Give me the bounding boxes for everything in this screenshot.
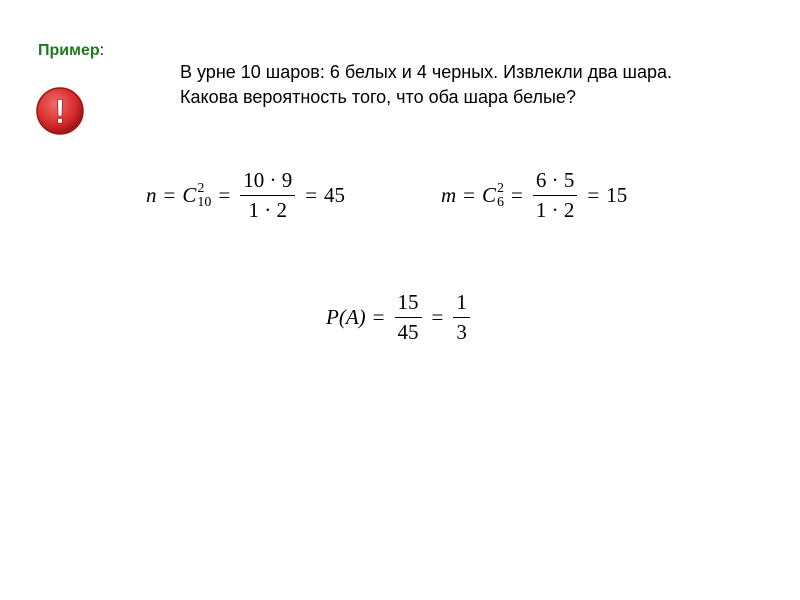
- formula-m-comb-base: C: [482, 183, 497, 207]
- formula-p-fraction-2: [453, 290, 470, 345]
- problem-line-1: В урне 10 шаров: 6 белых и 4 черных. Извлекли два шара.: [180, 62, 672, 82]
- formula-p-eq2: =: [431, 305, 444, 329]
- formula-m-comb-sub: 6: [497, 194, 505, 210]
- exclamation-icon: [35, 86, 85, 136]
- formula-n-fraction: [240, 168, 295, 223]
- formula-p-fraction-1: [395, 290, 422, 345]
- formula-n-var: n: [146, 183, 157, 207]
- formula-m-eq3: =: [587, 183, 600, 207]
- problem-statement: [180, 60, 672, 110]
- formula-m-comb-sup: 2: [497, 180, 505, 196]
- formula-n-result: 45: [324, 183, 346, 207]
- formula-m-result: 15: [606, 183, 628, 207]
- formula-n-eq3: =: [305, 183, 318, 207]
- formula-n-eq2: =: [218, 183, 231, 207]
- formula-n-combination: [182, 182, 211, 210]
- example-label: Пример: [38, 42, 100, 59]
- formula-p-denominator-1: 45: [397, 320, 419, 344]
- formula-n-denominator: 1 · 2: [248, 198, 287, 222]
- formula-n: [146, 168, 345, 223]
- example-heading: [38, 42, 104, 60]
- formula-n-comb-sup: 2: [197, 180, 205, 196]
- formula-p-eq: =: [372, 305, 385, 329]
- formula-n-numerator: 10 · 9: [243, 168, 293, 192]
- formula-p-denominator-2: 3: [456, 320, 467, 344]
- example-colon: :: [99, 42, 105, 59]
- formula-p-numerator-1: 15: [397, 290, 419, 314]
- problem-line-2: Какова вероятность того, что оба шара белые?: [180, 87, 576, 107]
- formula-n-comb-base: C: [182, 183, 197, 207]
- formula-m: [441, 168, 627, 223]
- formula-m-var: m: [441, 183, 457, 207]
- formula-m-combination: [482, 182, 504, 210]
- formula-p-lhs: P(A): [326, 305, 366, 329]
- formula-m-eq2: =: [511, 183, 523, 207]
- formula-p: [326, 290, 473, 345]
- formula-n-eq: =: [163, 183, 176, 207]
- formula-m-denominator: 1 · 2: [535, 198, 575, 222]
- formula-m-fraction: [533, 168, 578, 223]
- formula-m-eq: =: [463, 183, 476, 207]
- formula-m-numerator: 6 · 5: [535, 168, 575, 192]
- formula-n-comb-sub: 10: [197, 194, 212, 210]
- formula-p-numerator-2: 1: [456, 290, 467, 314]
- exclamation-glyph: !: [54, 93, 66, 131]
